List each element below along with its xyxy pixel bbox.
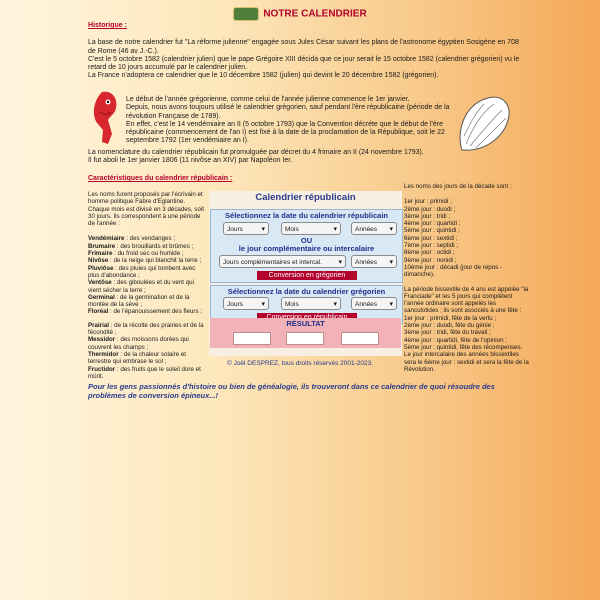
decade-day-item: 4ème jour : quartidi ;	[404, 220, 461, 228]
month-item: Germinal : de la germination et de la montée de la sève ;	[88, 293, 190, 309]
decade-day-item: 8ème jour : octidi ;	[404, 249, 455, 257]
result-month-field[interactable]	[286, 332, 324, 345]
converter-panel	[209, 191, 402, 356]
repub-month-select[interactable]: Mois ▾	[281, 222, 341, 235]
sansculottide-item: 5ème jour : quintidi, fête des récompenses.	[404, 343, 523, 351]
historique-fin	[88, 149, 468, 166]
historique-p1: La base de notre calendrier fut "La réforme julienne" engagée sous Jules César suivant les plans de l'astronome égyptien Sosigène en 708 de Rome (46 av J.-C.).	[88, 39, 519, 55]
result-day-field[interactable]	[233, 332, 271, 345]
decade-day-item: 10ème jour : décadi (jour de repos - dimanche).	[404, 263, 503, 279]
decade-day-item: 5ème jour : quintidi ;	[404, 227, 460, 235]
decade-day-item: 2ème jour : duodi ;	[404, 205, 456, 213]
republican-date-box	[210, 209, 403, 283]
caracteristiques-title: Caractéristiques du calendrier républicain :	[88, 175, 233, 182]
sansculottide-item: 4ème jour : quartidi, fête de l'opinion ;	[404, 336, 507, 344]
result-year-field[interactable]	[341, 332, 379, 345]
republican-date-label: Sélectionnez la date du calendrier républicain	[225, 211, 388, 220]
complementary-day-select[interactable]: Jours complémentaires et intercal. ▾	[219, 255, 346, 268]
page-title: NOTRE CALENDRIER	[0, 7, 600, 21]
historique-p4: Le début de l'année grégorienne, comme celui de l'année julienne commence le 1er janvier.	[126, 96, 410, 103]
red-figure-icon	[88, 88, 122, 146]
result-box	[210, 318, 401, 348]
historique-p3: La France n'adoptera ce calendrier que le 10 décembre 1582 (julien) qui devint le 20 décembre 1582 (grégorien).	[88, 72, 439, 80]
sansculottide-item: 2ème jour : duodi, fête du génie ;	[404, 322, 495, 330]
month-item: Thermidor : de la chaleur solaire et terrestre qui embrase le sol ;	[88, 350, 187, 366]
decade-day-item: 7ème jour : septidi ;	[404, 242, 458, 250]
decade-intro: Les noms des jours de la décade sont :	[404, 183, 512, 190]
greg-day-select[interactable]: Jours ▾	[223, 297, 269, 310]
sansculottide-item: 1er jour : primidi, fête de la vertu ;	[404, 314, 497, 322]
decade-days-section	[404, 183, 530, 373]
converter-title: Calendrier républicain	[255, 192, 356, 203]
month-item: Messidor : des moissons dorées qui couvrent les champs ;	[88, 336, 189, 351]
historique-section	[88, 22, 528, 81]
month-item: Vendémiaire : des vendanges ;	[88, 235, 176, 243]
month-item: Ventôse : des giboulées et du vent qui vient sécher la terre ;	[88, 279, 194, 294]
greg-month-select[interactable]: Mois ▾	[281, 297, 341, 310]
decade-day-item: 3ème jour : tridi ;	[404, 212, 451, 220]
repub-year-select[interactable]: Années ▾	[351, 222, 397, 235]
historique-p7: La nomenclature du calendrier républicain fut promulguée par décret du 4 frimaire an II (24 novembre 1793).	[88, 149, 424, 156]
decade-day-item: 6ème jour : sextidi ;	[404, 234, 458, 242]
historique-title: Historique :	[88, 22, 127, 29]
closing-note: Pour les gens passionnés d'histoire ou bien de généalogie, ils trouveront dans ce calendrier de quoi résoudre des problèmes de conversion épineux...!	[88, 382, 495, 400]
month-item: Fructidor : des fruits que le soleil dore et mûrit.	[88, 365, 201, 380]
historique-p2: C'est le 5 octobre 1582 (calendrier julien) que le pape Grégoire XIII décida que ce jour serait le 15 octobre 1582 (calendrier grégorien) vu le retard de 10 jours accumulé par le calendrier julien.	[88, 55, 520, 72]
copyright-credit: © Joël DESPREZ, tous droits réservés 2001-2023.	[226, 360, 374, 367]
leap-day-note: Le jour intercalaire des années bissextiles sera le 6ème jour : sextidi et sera la fête de la Révolution.	[404, 351, 529, 373]
result-label: RÉSULTAT	[286, 319, 325, 328]
month-item: Nivôse : de la neige qui blanchit la terre ;	[88, 257, 202, 265]
leap-period-intro: La période bissextile de 4 ans est appelée "la Franciade" et les 5 jours qui complètent l'année ordinaire sont appelés les sanculotides ; ils sont associés à une fête :	[404, 285, 529, 315]
month-item: Prairial : de la récolte des prairies et de la fécondité ;	[88, 321, 204, 337]
historique-p6: En effet, c'est le 14 vendémiaire an II (5 octobre 1793) que la Convention décréte que le début de l'ère républicaine (commencement de l'an I) est fixé à la date de la proclamation de la République, soit le 22 septembre 1792 (1er vendémiaire an I).	[126, 120, 445, 145]
month-item: Floréal : de l'épanouissement des fleurs ;	[88, 308, 203, 316]
decade-day-item: 1er jour : primidi ;	[404, 198, 452, 206]
decade-day-item: 9ème jour : nonidi ;	[404, 256, 457, 264]
months-description	[88, 191, 206, 380]
historique-suite	[126, 96, 452, 146]
month-item: Pluviôse : des pluies qui tombent avec plus d'abondance ;	[88, 264, 196, 279]
month-item: Brumaire : des brouillards et brûmes ;	[88, 242, 194, 250]
historique-p5: Depuis, nous avons toujours utilisé le calendrier grégorien, sauf pendant l'ère républicaine (période de la révolution Française de 1789).	[126, 104, 450, 120]
gregorian-date-label: Sélectionnez la date du calendrier grégorien	[227, 287, 386, 296]
historique-p8: Il fut aboli le 1er janvier 1806 (11 nivôse an XIV) par Napoléon Ier.	[88, 157, 293, 165]
greg-year-select[interactable]: Années ▾	[351, 297, 397, 310]
months-intro: Les noms furent proposés par l'écrivain et homme politique Fabre d'Eglantine. Chaque mois est divisé en 3 décades, soit 30 jours. Ils correspondent à une période de l'année :	[88, 191, 204, 228]
convert-to-gregorian-button[interactable]: Conversion en grégorien	[257, 271, 357, 280]
or-label: OU	[300, 236, 313, 245]
sansculottide-item: 3ème jour : tridi, fête du travail ;	[404, 329, 491, 337]
complementary-year-select[interactable]: Années ▾	[351, 255, 397, 268]
calendar-logo-icon	[233, 7, 259, 21]
month-item: Frimaire : du froid sec ou humide ;	[88, 250, 184, 258]
repub-day-select[interactable]: Jours ▾	[223, 222, 269, 235]
complementary-label: le jour complémentaire ou intercalaire	[238, 244, 375, 253]
